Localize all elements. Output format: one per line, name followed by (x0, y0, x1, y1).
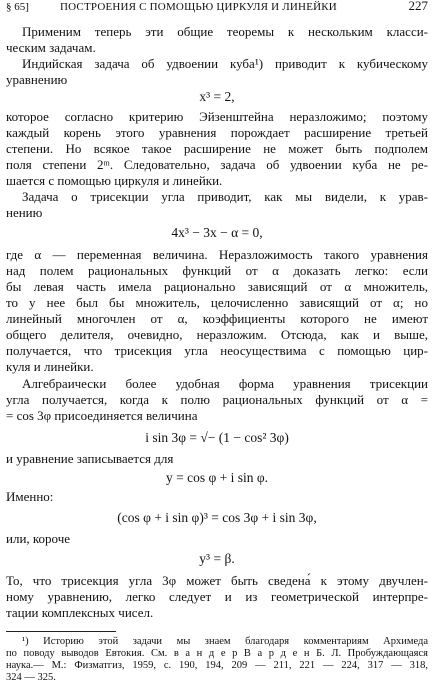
text-line: уравнению (6, 72, 68, 87)
footnote-rule (6, 631, 116, 632)
text-line: бы левая часть имела рационально зависящий от α множитель, (6, 279, 428, 294)
equation-de-moivre: (cos φ + i sin φ)³ = cos 3φ + i sin 3φ, (117, 510, 317, 525)
running-title: ПОСТРОЕНИЯ С ПОМОЩЬЮ ЦИРКУЛЯ И ЛИНЕЙКИ (60, 1, 337, 13)
text-line: каждый корень этого уравнения порождает расширение третьей (6, 125, 428, 140)
text-line: которое согласно критерию Эйзенштейна неразложимо; поэтому (6, 109, 428, 124)
text-line: или, короче (6, 531, 71, 546)
text-line: степени. Но всякое такое расширение не может быть подполем (6, 141, 428, 156)
footnote-line: ¹) Историю этой задачи мы знаем благодаря комментариям Архимеда (22, 636, 428, 647)
page-number: 227 (408, 0, 428, 13)
text-line: Применим теперь эти общие теоремы к нескольким класси- (22, 24, 428, 39)
text-line: угла получается, когда к полю рациональных функций от α = (6, 392, 428, 407)
text-line: Индийская задача об удвоении куба¹) приводит к кубическому (22, 56, 428, 71)
footnote-line: 324 — 325. (6, 672, 56, 683)
footnote-line: наука.— М.: Физматгиз, 1959, с. 190, 194, 209 — 211, 221 — 224, 317 — 318, (6, 660, 428, 671)
text-line: Именно: (6, 489, 54, 504)
text-line: получается, что трисекция угла неосуществима с помощью цир- (6, 343, 428, 358)
text-line: ческим задачам. (6, 40, 96, 55)
text-line: то у нее был бы множитель, целочисленно зависящий от α; но (6, 295, 428, 310)
equation-y-cubed: y³ = β. (199, 551, 235, 566)
text-line: То, что трисекция угла 3φ может быть сведена́ к этому двучлен- (6, 573, 428, 588)
text-line: нению (6, 205, 43, 220)
text-line: Задача о трисекции угла приводит, как мы видели, к урав- (22, 189, 428, 204)
text-line: Алгебраически более удобная форма уравнения трисекции (22, 376, 428, 391)
text-line: ному уравнению, легко следует и из геометрической интерпре- (6, 589, 428, 604)
equation-trisection: 4x³ − 3x − α = 0, (171, 225, 263, 240)
text-line: общего делителя, очевидно, неразложим. Отсюда, как и выше, (6, 327, 428, 342)
text-line: поля степени 2ᵐ. Следовательно, задача об удвоении куба не ре- (6, 157, 428, 172)
text-line: тации комплексных чисел. (6, 605, 154, 620)
text-line: линейный многочлен от α, коэффициенты которого не имеют (6, 311, 428, 326)
text-line: где α — переменная величина. Неразложимость такого уравнения (6, 247, 428, 262)
text-line: шается с помощью циркуля и линейки. (6, 173, 223, 188)
text-line: над полем рациональных функций от α доказать легко: если (6, 263, 428, 278)
footnote-line: по поводу выводов Евтокия. См. в а н д е р В а р д е н Б. Л. Пробуждающаяся (6, 648, 428, 659)
text-line: и уравнение записывается для (6, 451, 174, 466)
equation-y-definition: y = cos φ + i sin φ. (165, 470, 269, 485)
text-line: = cos 3φ присоединяется величина (6, 408, 198, 423)
section-marker: § 65] (6, 1, 29, 13)
equation-cube-doubling: x³ = 2, (199, 89, 235, 104)
equation-i-sin: i sin 3φ = √− (1 − cos² 3φ) (145, 430, 289, 445)
text-line: куля и линейки. (6, 359, 94, 374)
